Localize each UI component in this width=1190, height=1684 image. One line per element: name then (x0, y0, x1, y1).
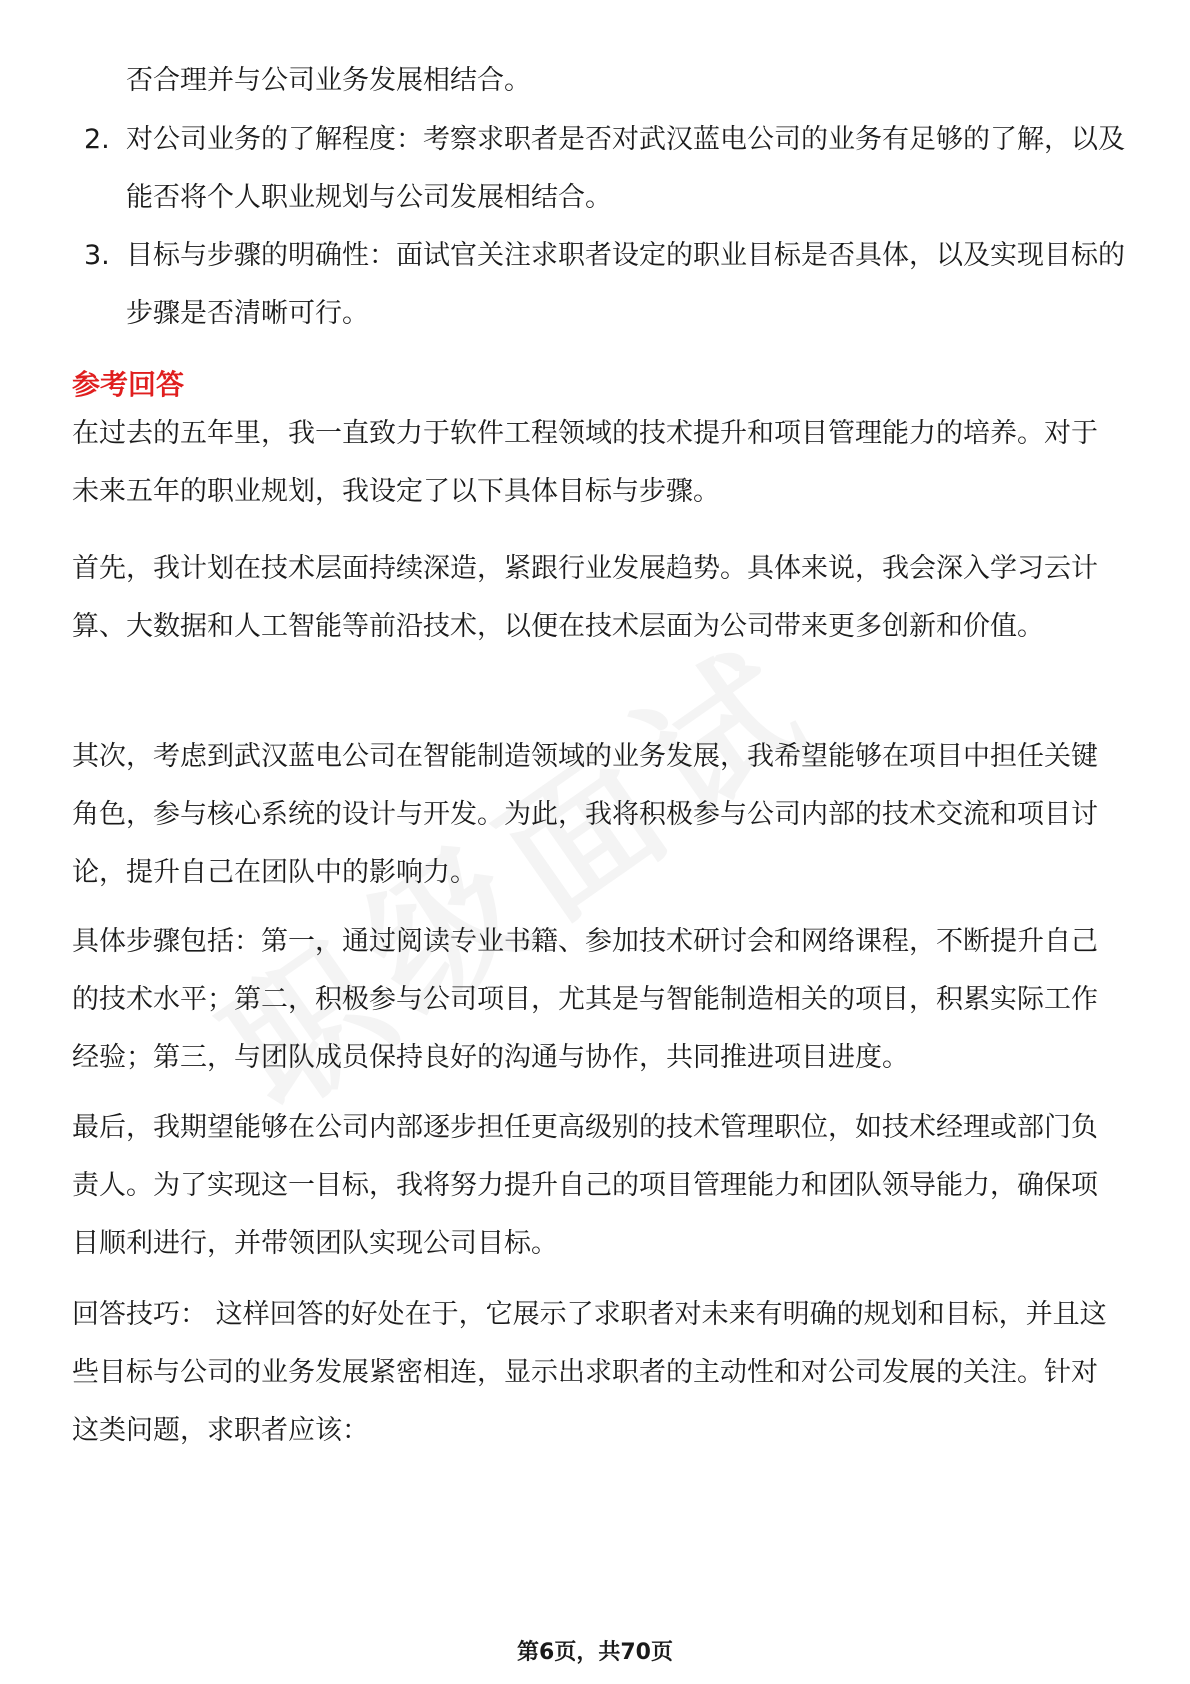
list-number: 2. (84, 124, 110, 155)
paragraph: 具体步骤包括：第一，通过阅读专业书籍、参加技术研讨会和网络课程，不断提升自己的技术水平；第二，积极参与公司项目，尤其是与智能制造相关的项目，积累实际工作经验；第三，与团队成员保持良好的沟通与协作，共同推进项目进度。 (72, 926, 1098, 1073)
list-item (70, 111, 1130, 227)
paragraph: 首先，我计划在技术层面持续深造，紧跟行业发展趋势。具体来说，我会深入学习云计算、大数据和人工智能等前沿技术，以便在技术层面为公司带来更多创新和价值。 (72, 553, 1098, 642)
list-item-text: 对公司业务的了解程度：考察求职者是否对武汉蓝电公司的业务有足够的了解，以及能否将个人职业规划与公司发展相结合。 (126, 124, 1125, 213)
page-footer: 第6页，共70页 (517, 1640, 673, 1665)
list-number: 3. (84, 240, 110, 271)
paragraph: 在过去的五年里，我一直致力于软件工程领域的技术提升和项目管理能力的培养。对于未来五年的职业规划，我设定了以下具体目标与步骤。 (72, 418, 1098, 507)
list-item-text: 目标与步骤的明确性：面试官关注求职者设定的职业目标是否具体，以及实现目标的步骤是否清晰可行。 (126, 240, 1125, 329)
paragraph: 最后，我期望能够在公司内部逐步担任更高级别的技术管理职位，如技术经理或部门负责人。为了实现这一目标，我将努力提升自己的项目管理能力和团队领导能力，确保项目顺利进行，并带领团队实现公司目标。 (72, 1112, 1098, 1259)
continuation-text: 否合理并与公司业务发展相结合。 (126, 65, 531, 96)
section-heading: 参考回答 (72, 368, 185, 401)
paragraph: 回答技巧： 这样回答的好处在于，它展示了求职者对未来有明确的规划和目标，并且这些目标与公司的业务发展紧密相连，显示出求职者的主动性和对公司发展的关注。针对这类问题，求职者应该： (72, 1299, 1107, 1446)
paragraph: 其次，考虑到武汉蓝电公司在智能制造领域的业务发展，我希望能够在项目中担任关键角色，参与核心系统的设计与开发。为此，我将积极参与公司内部的技术交流和项目讨论，提升自己在团队中的影响力。 (72, 741, 1098, 888)
criteria-list (70, 111, 1130, 343)
list-item (70, 227, 1130, 343)
